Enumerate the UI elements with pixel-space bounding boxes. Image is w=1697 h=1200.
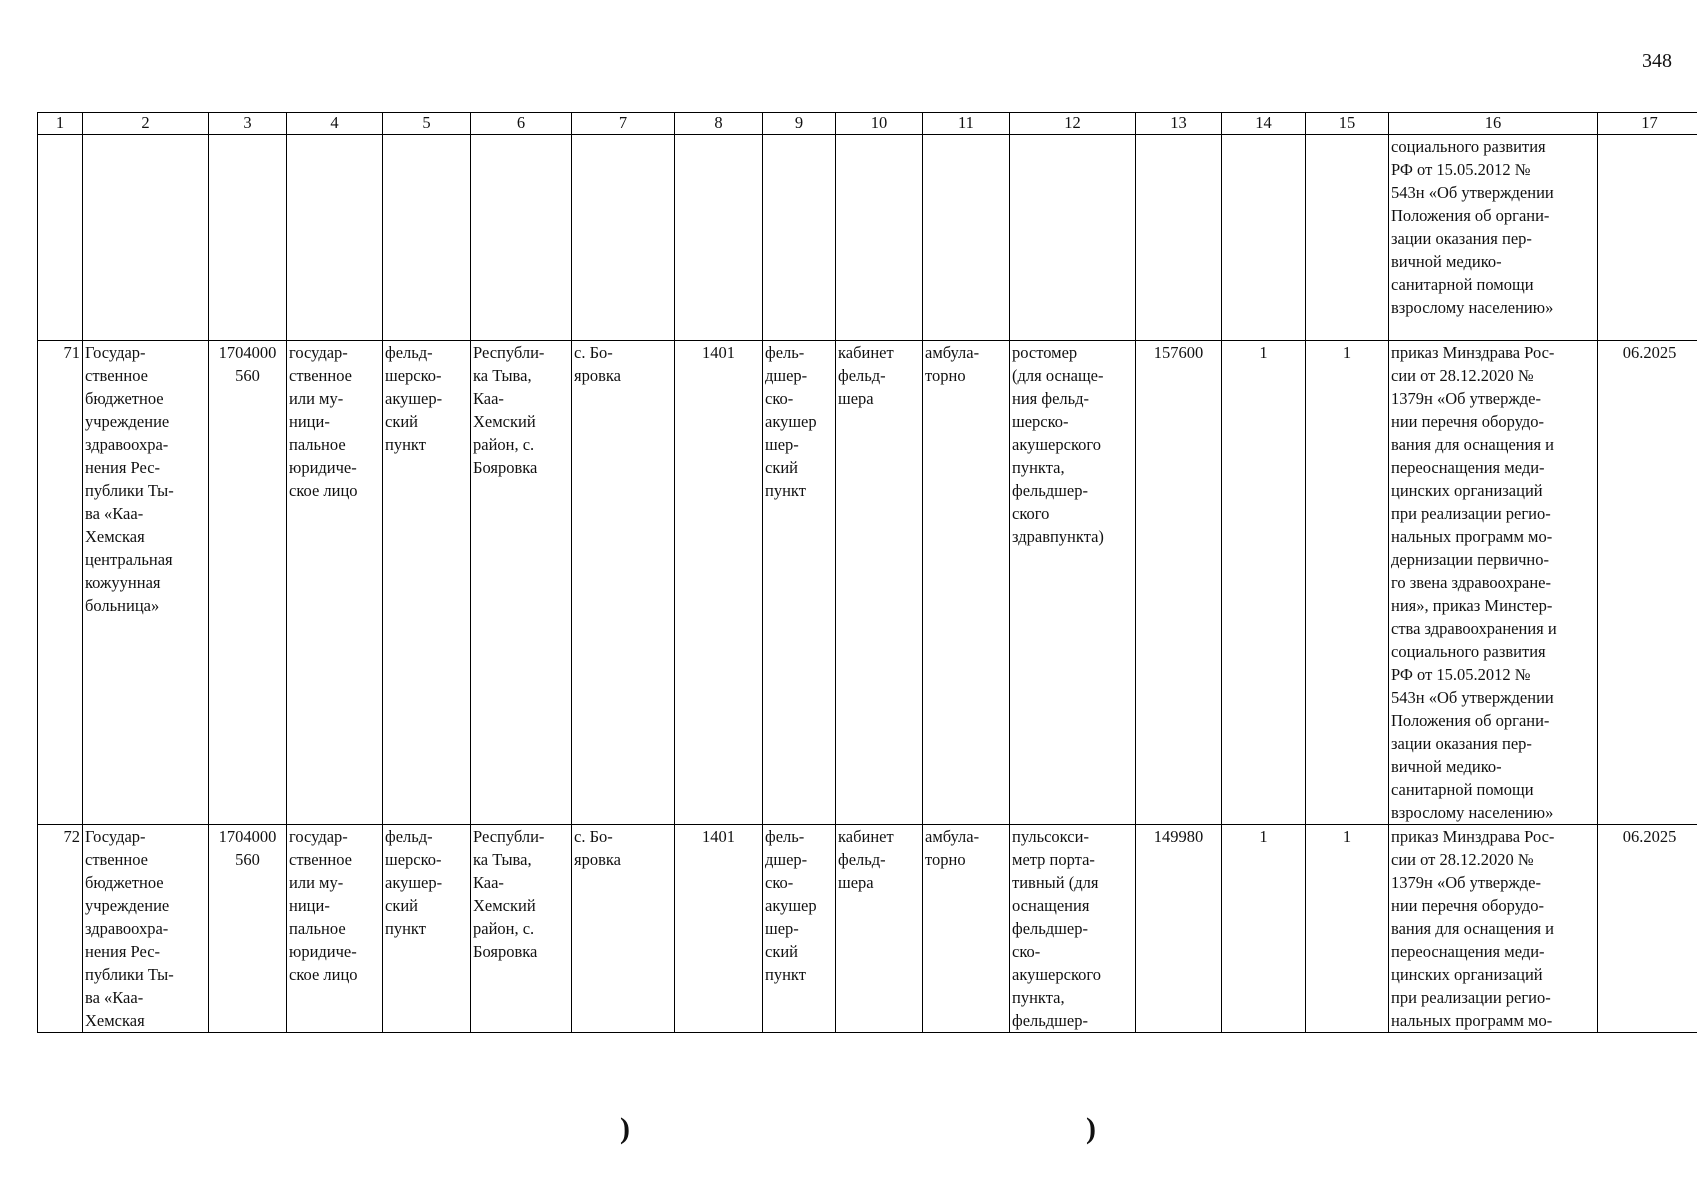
quantity-cell: 1 bbox=[1306, 341, 1389, 825]
address-cell: Республи- ка Тыва, Каа- Хемский район, с. Бояровка bbox=[471, 341, 572, 825]
quantity-cell: 1 bbox=[1222, 341, 1306, 825]
legal-basis-cell: приказ Минздрава Рос- сии от 28.12.2020 № 1379н «Об утвержде- нии перечня оборудо- вания для оснащения и переоснащения меди- цинских организаций при реализации регио- нальных программ мо- bbox=[1389, 825, 1598, 1033]
col-header: 13 bbox=[1136, 113, 1222, 135]
room-cell: кабинет фельд- шера bbox=[836, 825, 923, 1033]
col-header: 3 bbox=[209, 113, 287, 135]
quantity-cell: 1 bbox=[1306, 825, 1389, 1033]
col-header: 9 bbox=[763, 113, 836, 135]
col-header: 10 bbox=[836, 113, 923, 135]
equipment-cell: пульсокси- метр порта- тивный (для оснащения фельдшер- ско- акушерского пункта, фельдшер- bbox=[1010, 825, 1136, 1033]
col-header: 14 bbox=[1222, 113, 1306, 135]
table-row-continuation bbox=[38, 135, 1697, 341]
legal-basis-cell: приказ Минздрава Рос- сии от 28.12.2020 № 1379н «Об утвержде- нии перечня оборудо- вания для оснащения и переоснащения меди- цинских организаций при реализации регио- нальных программ мо- дернизации первично- го звена здравоохране- ния», приказ Минстер- ства здравоохранения и социального развития РФ от 15.05.2012 № 543н «Об утверждении Положения об органи- зации оказания пер- вичной медико- санитарной помощи взрослому населению» bbox=[1389, 341, 1598, 825]
settlement-cell: с. Бо- яровка bbox=[572, 341, 675, 825]
room-cell: кабинет фельд- шера bbox=[836, 341, 923, 825]
unit-type-cell: фельд- шерско- акушер- ский пункт bbox=[383, 825, 471, 1033]
code-1401-cell: 1401 bbox=[675, 825, 763, 1033]
header-row bbox=[38, 113, 1697, 135]
page-number: 348 bbox=[1642, 50, 1672, 72]
price-cell: 149980 bbox=[1136, 825, 1222, 1033]
col-header: 8 bbox=[675, 113, 763, 135]
table-row bbox=[38, 341, 1697, 825]
equipment-cell: ростомер (для оснаще- ния фельд- шерско- акушерского пункта, фельдшер- ского здравпункта) bbox=[1010, 341, 1136, 825]
unit-type-cell: фельд- шерско- акушер- ский пункт bbox=[383, 341, 471, 825]
col-header: 2 bbox=[83, 113, 209, 135]
col-header: 17 bbox=[1598, 113, 1697, 135]
organization-cell: Государ- ственное бюджетное учреждение здравоохра- нения Рес- публики Ты- ва «Каа- Хемская bbox=[83, 825, 209, 1033]
scan-mark: ) bbox=[620, 1112, 630, 1145]
price-cell: 157600 bbox=[1136, 341, 1222, 825]
code-1401-cell: 1401 bbox=[675, 341, 763, 825]
care-mode-cell: амбула- торно bbox=[923, 341, 1010, 825]
table-row bbox=[38, 825, 1697, 1033]
address-cell: Республи- ка Тыва, Каа- Хемский район, с. Бояровка bbox=[471, 825, 572, 1033]
col-header: 16 bbox=[1389, 113, 1598, 135]
col-header: 5 bbox=[383, 113, 471, 135]
care-mode-cell: амбула- торно bbox=[923, 825, 1010, 1033]
col-header: 4 bbox=[287, 113, 383, 135]
date-cell: 06.2025 bbox=[1598, 825, 1697, 1033]
date-cell: 06.2025 bbox=[1598, 341, 1697, 825]
row-number-cell: 72 bbox=[38, 825, 83, 1033]
facility-cell: фель- дшер- ско- акушер шер- ский пункт bbox=[763, 341, 836, 825]
entity-type-cell: государ- ственное или му- ници- пальное юридиче- ское лицо bbox=[287, 825, 383, 1033]
code-cell: 1704000 560 bbox=[209, 825, 287, 1033]
code-cell: 1704000 560 bbox=[209, 341, 287, 825]
data-table bbox=[37, 112, 1697, 1033]
facility-cell: фель- дшер- ско- акушер шер- ский пункт bbox=[763, 825, 836, 1033]
organization-cell: Государ- ственное бюджетное учреждение здравоохра- нения Рес- публики Ты- ва «Каа- Хемская центральная кожуунная больница» bbox=[83, 341, 209, 825]
col-header: 1 bbox=[38, 113, 83, 135]
scan-mark: ) bbox=[1086, 1112, 1096, 1145]
row-number-cell: 71 bbox=[38, 341, 83, 825]
settlement-cell: с. Бо- яровка bbox=[572, 825, 675, 1033]
quantity-cell: 1 bbox=[1222, 825, 1306, 1033]
col-header: 6 bbox=[471, 113, 572, 135]
legal-basis-cell: социального развития РФ от 15.05.2012 № 543н «Об утверждении Положения об органи- зации оказания пер- вичной медико- санитарной помощи взрослому населению» bbox=[1389, 135, 1598, 341]
col-header: 15 bbox=[1306, 113, 1389, 135]
col-header: 7 bbox=[572, 113, 675, 135]
col-header: 11 bbox=[923, 113, 1010, 135]
entity-type-cell: государ- ственное или му- ници- пальное юридиче- ское лицо bbox=[287, 341, 383, 825]
col-header: 12 bbox=[1010, 113, 1136, 135]
